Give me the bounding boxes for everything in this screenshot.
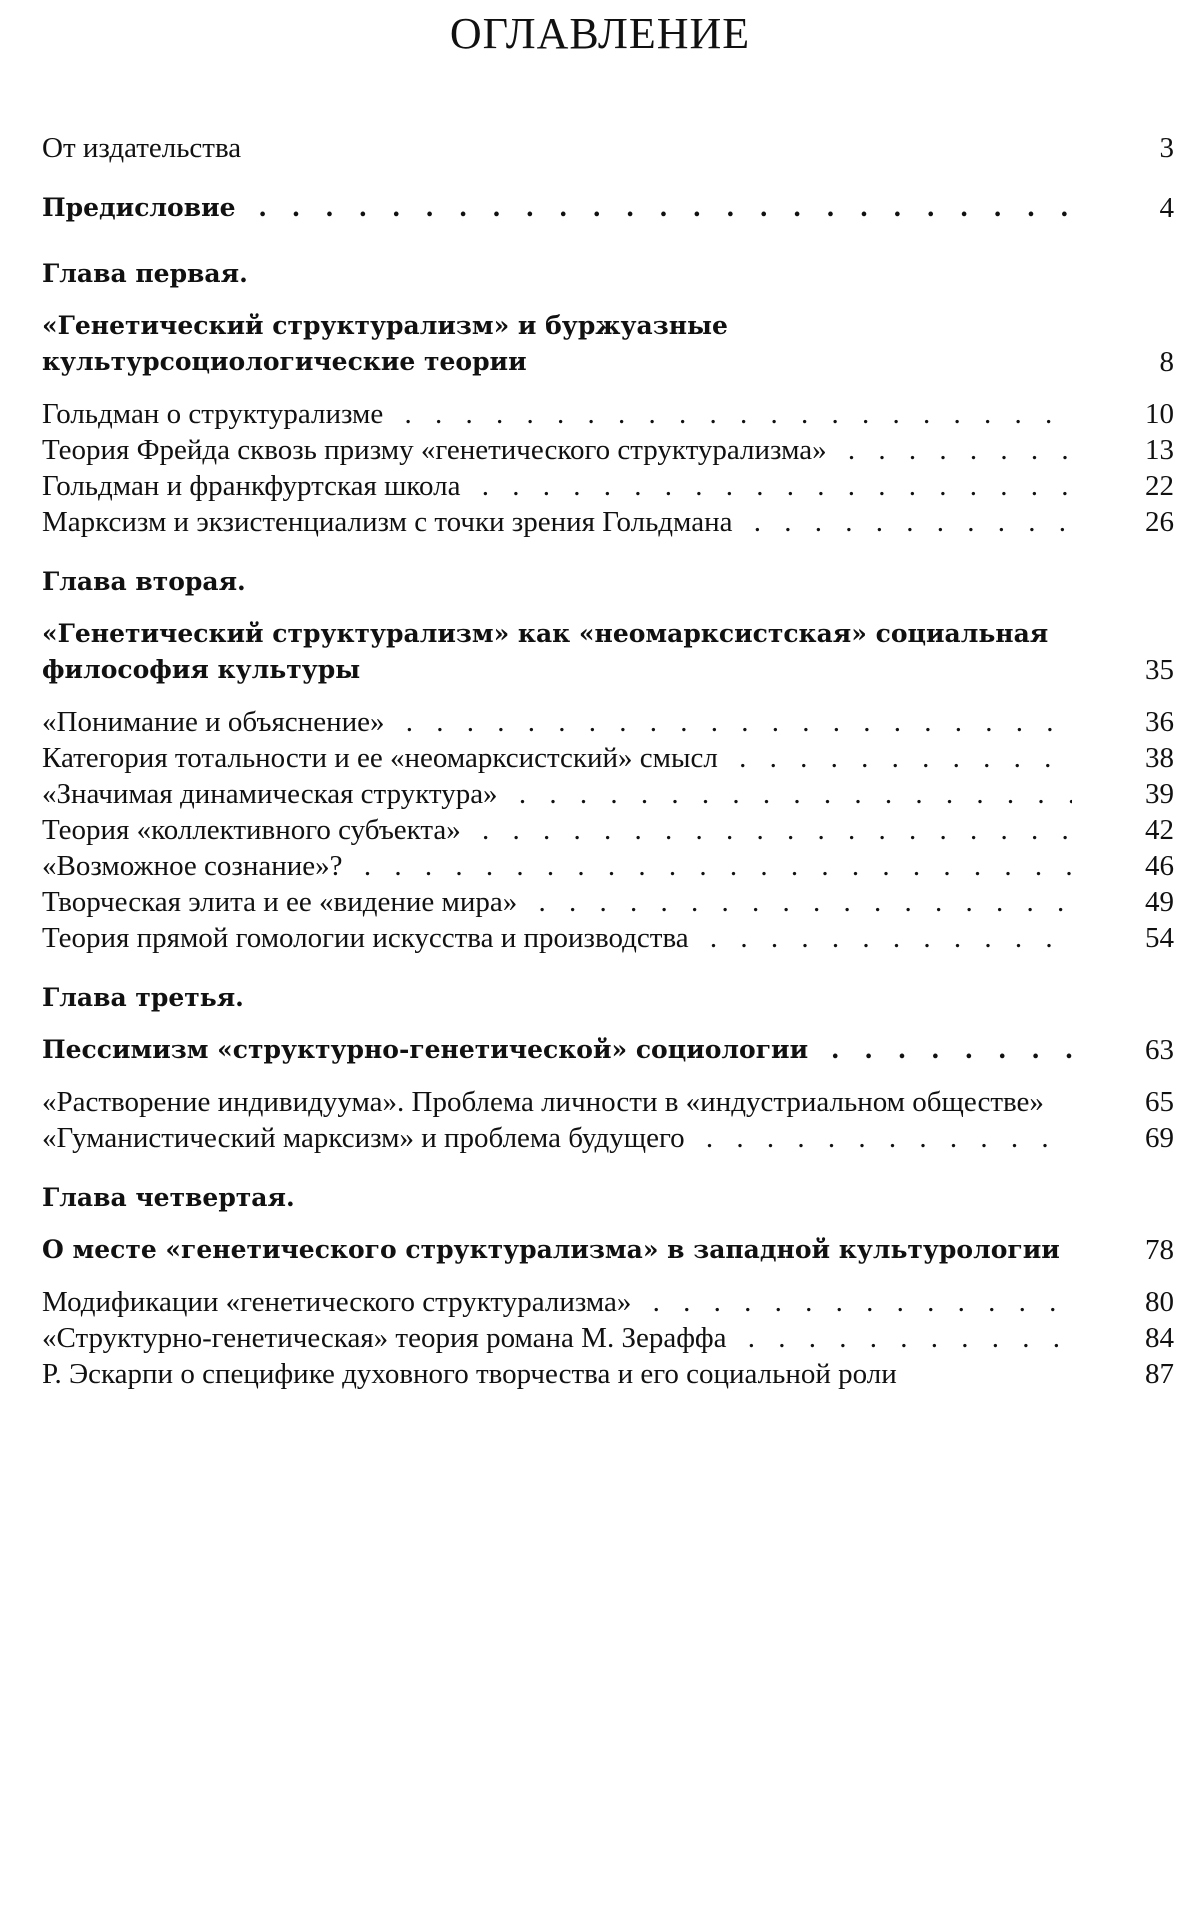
entry-title: Предисловие . . .	[42, 190, 1072, 226]
entry-title: От издательства	[42, 130, 1072, 166]
page-number: 38	[1145, 742, 1174, 774]
toc-entry[interactable]	[42, 1284, 1174, 1320]
page-number: 35	[1145, 654, 1174, 686]
toc-entry[interactable]	[42, 704, 1174, 740]
page-number: 39	[1145, 778, 1174, 810]
toc-entry[interactable]	[42, 504, 1174, 540]
entry-title: Пессимизм «структурно-генетической» социологии . . .	[42, 1032, 1072, 1068]
entry-title: Р. Эскарпи о специфике духовного творчества и его социальной роли	[42, 1356, 1072, 1392]
table-of-contents	[42, 130, 1174, 1392]
page-number: 3	[1159, 132, 1174, 164]
toc-entry[interactable]	[42, 848, 1174, 884]
toc-entry[interactable]	[42, 1320, 1174, 1356]
entry-title: Теория «коллективного субъекта» . . .	[42, 812, 1072, 848]
page-number: 78	[1145, 1234, 1174, 1266]
page-number: 4	[1159, 192, 1174, 224]
chapter-3-label: Глава третья.	[42, 983, 244, 1012]
page-number: 22	[1145, 470, 1174, 502]
toc-entry[interactable]	[42, 884, 1174, 920]
page-number: 46	[1145, 850, 1174, 882]
entry-title: Марксизм и экзистенциализм с точки зрения Гольдмана . . .	[42, 504, 1072, 540]
page-number: 26	[1145, 506, 1174, 538]
page-number: 63	[1145, 1034, 1174, 1066]
chapter-2-label: Глава вторая.	[42, 567, 246, 596]
toc-entry[interactable]	[42, 432, 1174, 468]
page-number: 54	[1145, 922, 1174, 954]
toc-entry-chapter-4-title[interactable]	[42, 1232, 1174, 1268]
toc-entry-chapter-2-title[interactable]	[42, 616, 1174, 688]
entry-title: Творческая элита и ее «видение мира» . . .	[42, 884, 1072, 920]
entry-title: «Структурно-генетическая» теория романа М. Зераффа . . .	[42, 1320, 1072, 1356]
page-number: 84	[1145, 1322, 1174, 1354]
page-number: 8	[1159, 346, 1174, 378]
toc-entry-preface[interactable]	[42, 190, 1174, 226]
toc-entry[interactable]	[42, 1084, 1174, 1120]
entry-title: «Понимание и объяснение» . . .	[42, 704, 1072, 740]
toc-entry[interactable]	[42, 776, 1174, 812]
page-number: 65	[1145, 1086, 1174, 1118]
toc-entry[interactable]	[42, 920, 1174, 956]
entry-title: Категория тотальности и ее «неомарксистский» смысл . . .	[42, 740, 1072, 776]
entry-title: Теория прямой гомологии искусства и производства . . .	[42, 920, 1072, 956]
toc-entry-publisher[interactable]	[42, 130, 1174, 166]
entry-title: «Генетический структурализм» и буржуазные культурсоциологические теории	[42, 311, 728, 376]
chapter-4-label: Глава четвертая.	[42, 1183, 295, 1212]
toc-entry[interactable]	[42, 396, 1174, 432]
page-number: 42	[1145, 814, 1174, 846]
page-number: 13	[1145, 434, 1174, 466]
entry-title: Теория Фрейда сквозь призму «генетического структурализма» . . .	[42, 432, 1072, 468]
entry-title: О месте «генетического структурализма» в западной культурологии	[42, 1232, 1072, 1268]
entry-title: «Значимая динамическая структура» . . .	[42, 776, 1072, 812]
toc-entry-chapter-3-title[interactable]	[42, 1032, 1174, 1068]
page-number: 80	[1145, 1286, 1174, 1318]
toc-entry-chapter-1-title[interactable]	[42, 308, 1174, 380]
toc-entry[interactable]	[42, 812, 1174, 848]
page-number: 69	[1145, 1122, 1174, 1154]
page-number: 49	[1145, 886, 1174, 918]
page-title: ОГЛАВЛЕНИЕ	[449, 9, 751, 58]
page-number: 87	[1145, 1358, 1174, 1390]
toc-entry[interactable]	[42, 1356, 1174, 1392]
toc-entry[interactable]	[42, 1120, 1174, 1156]
entry-title: Модификации «генетического структурализма» . . .	[42, 1284, 1072, 1320]
entry-title: «Генетический структурализм» как «неомарксистская» социальная философия культуры	[42, 619, 1049, 684]
chapter-1-label: Глава первая.	[42, 259, 248, 288]
entry-title: «Растворение индивидуума». Проблема личности в «индустриальном обществе»	[42, 1084, 1072, 1120]
toc-entry[interactable]	[42, 740, 1174, 776]
entry-title: «Возможное сознание»? . . .	[42, 848, 1072, 884]
page-number: 10	[1145, 398, 1174, 430]
entry-title: Гольдман о структурализме . . .	[42, 396, 1072, 432]
toc-entry[interactable]	[42, 468, 1174, 504]
page-number: 36	[1145, 706, 1174, 738]
entry-title: «Гуманистический марксизм» и проблема будущего . . .	[42, 1120, 1072, 1156]
entry-title: Гольдман и франкфуртская школа . . .	[42, 468, 1072, 504]
